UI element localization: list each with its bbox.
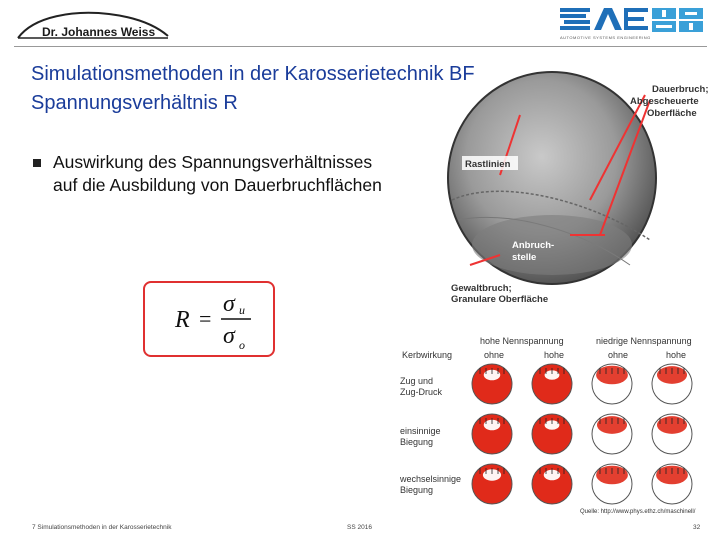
label-dauerbruch-2: Abgescheuerte xyxy=(630,96,699,107)
fracture-pattern-cell xyxy=(532,364,572,404)
sub-ohne-1: ohne xyxy=(484,350,505,360)
fracture-pattern-cell xyxy=(472,464,512,504)
label-gewaltbruch-1: Gewaltbruch; xyxy=(451,283,512,294)
row-label-wechsel-1: wechselsinnige xyxy=(400,474,462,484)
author-logo xyxy=(14,6,172,42)
slide-title: Simulationsmethoden in der Karosserietechnik BF xyxy=(31,63,475,85)
fracture-pattern-cell xyxy=(592,414,632,454)
fracture-pattern-cell xyxy=(532,414,572,454)
formula-lhs: R xyxy=(175,307,190,333)
bullet-text: Auswirkung des Spannungsverhältnisses auf die Ausbildung von Dauerbruchflächen xyxy=(53,152,382,195)
label-dauerbruch-3: Oberfläche xyxy=(647,108,697,119)
footer-right: 32 xyxy=(693,524,701,531)
fracture-pattern-cell xyxy=(532,464,572,504)
fracture-pattern-cell xyxy=(592,464,632,504)
fracture-pattern-cell xyxy=(472,364,512,404)
row-label-einsinnig-2: Biegung xyxy=(400,437,434,447)
company-logo xyxy=(560,6,710,44)
label-anbruch-1: Anbruch- xyxy=(512,240,555,251)
slide-subtitle: Spannungsverhältnis R xyxy=(31,92,238,114)
col-group-low: niedrige Nennspannung xyxy=(596,336,692,346)
fracture-pattern-cell xyxy=(592,364,632,404)
row-label-zug-1: Zug und xyxy=(400,376,434,386)
author-logo-text: Dr. Johannes Weiss xyxy=(42,25,156,39)
row-label-wechsel-2: Biegung xyxy=(400,485,434,495)
row-label-einsinnig-1: einsinnige xyxy=(400,426,441,436)
formula-num: σ xyxy=(223,291,235,317)
formula xyxy=(145,283,273,355)
bullet-icon xyxy=(33,159,41,167)
label-dauerbruch-1: Dauerbruch; xyxy=(652,84,709,95)
label-anbruch-2: stelle xyxy=(512,252,537,263)
fracture-pattern-cell xyxy=(472,414,512,454)
label-rastlinien: Rastlinien xyxy=(465,159,511,170)
footer-left: 7 Simulationsmethoden in der Karosserietechnik xyxy=(32,524,172,531)
label-gewaltbruch-2: Granulare Oberfläche xyxy=(451,294,549,305)
header-divider xyxy=(14,46,707,47)
row-label-zug-2: Zug-Druck xyxy=(400,387,443,397)
footer-center: SS 2016 xyxy=(347,524,372,531)
fracture-pattern-cell xyxy=(652,414,692,454)
col-group-high: hohe Nennspannung xyxy=(480,336,564,346)
formula-den: σ xyxy=(223,323,235,349)
formula-box xyxy=(143,281,275,357)
sub-hohe-1: hohe xyxy=(544,350,565,360)
fracture-pattern-cell xyxy=(652,364,692,404)
formula-den-sub: o xyxy=(239,338,245,352)
sub-hohe-2: hohe xyxy=(666,350,687,360)
formula-num-sub: u xyxy=(239,303,245,317)
company-logo-subtext: AUTOMOTIVE SYSTEMS ENGINEERING xyxy=(560,35,651,40)
source-note: Quelle: http://www.phys.ethz.ch/maschinell/ xyxy=(580,509,696,515)
fracture-pattern-cell xyxy=(652,464,692,504)
svg-text:=: = xyxy=(199,306,212,331)
row-kerbwirkung: Kerbwirkung xyxy=(402,350,453,360)
fracture-pattern-grid xyxy=(470,360,710,510)
sub-ohne-2: ohne xyxy=(608,350,629,360)
